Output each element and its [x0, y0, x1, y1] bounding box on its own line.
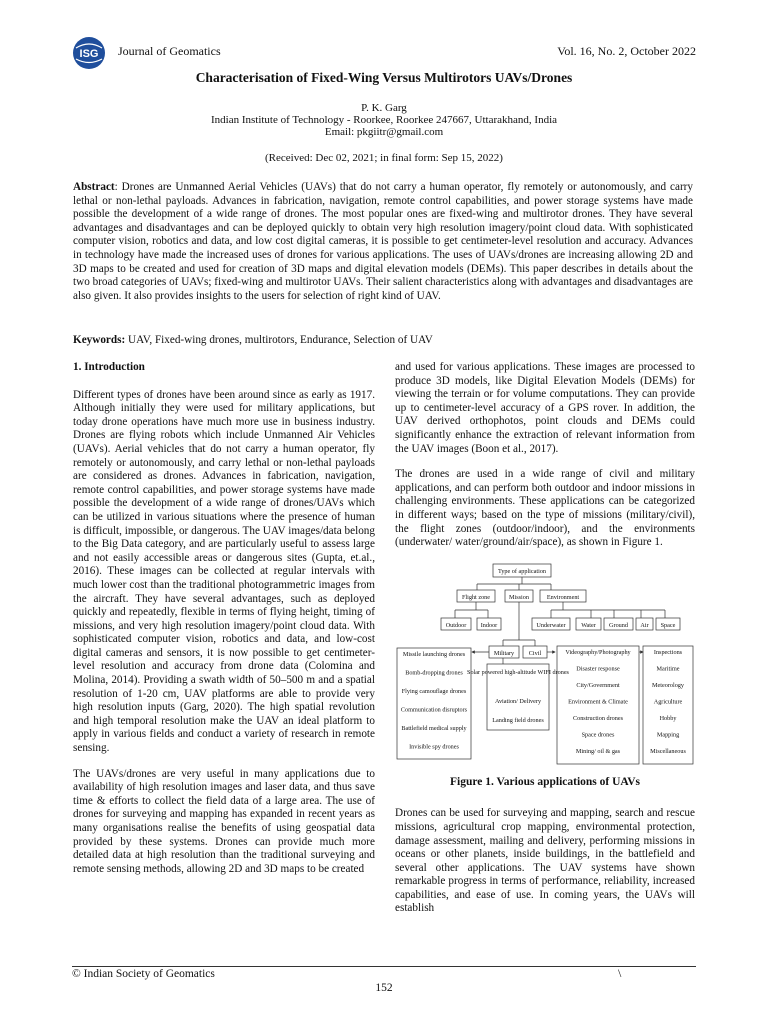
diagram-civil-item: Disaster response — [576, 665, 620, 673]
paragraph: The UAVs/drones are very useful in many applications due to availability of high resolution images and laser data, and thus save time & efforts to collect the field data of a large area. The use of drones for surveying and mapping has expanded in recent years as many organisations realise the benefits of using geospatial data provided by these systems. Drones can provide much more detailed data at high resolution than the traditional surveying and remote sensing methods, allowing 2D and 3D maps to be created — [73, 767, 375, 875]
diagram-military-mid-item: Solar powered high-altitude WIFI drones — [467, 668, 569, 676]
section-heading: 1. Introduction — [73, 361, 145, 373]
diagram-level1-label: Flight zone — [461, 593, 491, 601]
diagram-civil-right-item: Mapping — [656, 731, 680, 739]
page-header — [72, 40, 696, 64]
footer-society: © Indian Society of Geomatics — [72, 968, 215, 980]
volume-info: Vol. 16, No. 2, October 2022 — [557, 44, 696, 58]
diagram-civil-item: Mining/ oil & gas — [575, 747, 621, 755]
diagram-environment-label: Underwater — [536, 621, 566, 629]
diagram-mission-label: Civil — [528, 649, 542, 657]
logo-text: ISG — [79, 48, 99, 60]
diagram-civil-right-item: Agriculture — [653, 698, 683, 706]
paragraph: Drones can be used for surveying and mapping, search and rescue missions, agricultural crop mapping, environmental protection, damage assessment, mailing and delivery, performing missions in oceans or other planets, inside buildings, in the battlefield and several other applications. The UAV systems have shown remarkable progress in terms of performance, reliability, increased capabilities, and ease of use. In coming years, the UAVs will establish — [395, 807, 695, 915]
applications-diagram — [395, 562, 695, 772]
diagram-level1-label: Environment — [546, 593, 580, 601]
diagram-civil-right-item: Inspections — [653, 648, 683, 656]
diagram-environment-label: Ground — [609, 621, 628, 629]
diagram-military-item: Battlefield medical supply — [401, 724, 467, 732]
footer-mark: \ — [618, 966, 622, 980]
paragraph: Different types of drones have been around since as early as 1917. Although initially they were used for military applications, but today drone operations have much more use in business industry. Drones are flying robots which include Unmanned Air Vehicles (UAVs). Aerial vehicles that do not carry a human operator, fly remotely or autonomously, and carry lethal or non-lethal payloads are considered as drones. Advances in fabrication, navigation, remote control capabilities, and power storage systems have made possible the development of a wide range of drones/UAVs which can be utilized in various situations where the presence of human is difficult, impossible, or dangerous. The UAV images/data belong to the Big Data category, and are particularly useful to assess large and not easily accessible areas or dangerous sites (Gupta, et.al., 2016). These images can be collected at regular intervals with much lower cost than the traditional photogrammetric images from the aircraft. They have several advantages, such as deployed quickly and repeatedly, flexible in terms of flying height, timing of missions, and very high resolution imagery/point cloud data. With sophisticated computer vision, robotics and data, and low-cost digital cameras and sensors, it is now possible to get centimeter-level resolution and accuracy from drone data (Colomina and Molina, 2014). Providing a swath width of 50–500 m and a spatial resolution of 1-20 cm, UAV platforms are able to provide very high resolution inputs (Garg, 2020). The high spatial revolution and high temporal resolution make the UAV an ideal platform to apply in various fields and conduct a variety of research in remote sensing. — [73, 388, 375, 755]
journal-name: Journal of Geomatics — [118, 44, 221, 58]
diagram-civil-item: Videography/Photography — [565, 648, 631, 656]
right-column — [395, 361, 695, 928]
abstract — [73, 181, 693, 303]
diagram-civil-right-item: Miscellaneous — [650, 747, 686, 755]
figure-1 — [395, 562, 695, 772]
diagram-root-label: Type of application — [497, 567, 547, 575]
received-dates: (Received: Dec 02, 2021; in final form: Sep 15, 2022) — [265, 152, 503, 164]
diagram-civil-item: Environment & Climate — [568, 698, 628, 706]
paragraph: and used for various applications. These images are processed to produce 3D models, like Digital Elevation Models (DEMs) for viewing the terrain or for volume computations. They can provide up to centimeter-level accuracy of a GPS rover. In addition, the UAV derived orthophotos, point clouds and DEMs could significantly enhance the extraction of relevant information from the UAV images (Boon et al., 2017). — [395, 361, 695, 455]
diagram-military-item: Communication disruptors — [400, 706, 468, 714]
diagram-flightzone-label: Indoor — [480, 621, 498, 629]
keywords-text: UAV, Fixed-wing drones, multirotors, Endurance, Selection of UAV — [125, 334, 433, 346]
paper-title: Characterisation of Fixed-Wing Versus Multirotors UAVs/Drones — [195, 70, 573, 85]
left-column — [73, 361, 375, 888]
author: P. K. Garg — [361, 102, 407, 114]
page-number: 152 — [375, 982, 393, 994]
diagram-civil-right-item: Meteorology — [652, 681, 684, 689]
email: Email: pkgiitr@gmail.com — [324, 126, 444, 138]
diagram-flightzone-label: Outdoor — [445, 621, 467, 629]
diagram-military-item: Bomb-dropping drones — [405, 669, 463, 677]
diagram-civil-item: Construction drones — [572, 714, 624, 722]
diagram-mission-label: Military — [493, 649, 515, 657]
keywords-label: Keywords: — [73, 334, 126, 346]
diagram-military-item: Missile launching drones — [402, 650, 466, 658]
diagram-civil-right-item: Hobby — [659, 714, 677, 722]
figure-caption: Figure 1. Various applications of UAVs — [450, 775, 640, 788]
affiliation: Indian Institute of Technology - Roorkee, Roorkee 247667, Uttarakhand, India — [210, 114, 558, 126]
diagram-environment-label: Water — [581, 621, 596, 629]
diagram-environment-label: Space — [660, 621, 676, 629]
diagram-military-mid-item: Aviation/ Delivery — [494, 697, 542, 705]
abstract-label: Abstract — [73, 181, 115, 193]
isg-logo-icon — [72, 36, 106, 70]
diagram-civil-right-item: Maritime — [656, 665, 680, 673]
diagram-level1-label: Mission — [509, 593, 529, 601]
diagram-civil-item: City/Government — [576, 681, 620, 689]
abstract-text: : Drones are Unmanned Aerial Vehicles (UAVs) that do not carry a human operator, fly remotely or autonomously, and carry lethal or non-lethal payloads. Advances in fabrication, navigation, remote control capabilities, and power storage systems have made possible the development of a wide range of drones. The most popular ones are fixed-wing and multirotor drones. They have several advantages and disadvantages and can be deployed quickly to obtain very high resolution imagery/point cloud data. With sophisticated computer vision, robotics and data, and low cost digital cameras, it is possible to get centimeter-level resolution and accuracy. Advances in technology have made the increased uses of drones for various applications. The uses of UAVs/drones are increasing allowing 2D and 3D maps to be created and used for creation of 3D maps and digital elevation models (DEMs). This paper describes in details about the two broad categories of UAVs; fixed-wing and multirotor UAVs. Their salient characteristics along with advantages and disadvantages are also given. It also provides insights to the users for selection of right kind of UAV. — [73, 181, 693, 302]
diagram-environment-label: Air — [640, 621, 649, 629]
keywords — [73, 334, 693, 346]
paragraph: The drones are used in a wide range of civil and military applications, and can perform both outdoor and indoor missions in challenging environments. These applications can be categorized in different ways; based on the type of missions (military/civil), the flight zones (outdoor/indoor), and the environments (underwater/ water/ground/air/space), as shown in Figure 1. — [395, 468, 695, 549]
diagram-military-item: Invisible spy drones — [409, 743, 459, 751]
footer-divider — [72, 966, 696, 967]
diagram-military-mid-item: Landing field drones — [492, 716, 544, 724]
diagram-civil-item: Space drones — [581, 731, 615, 739]
diagram-military-item: Flying camouflage drones — [401, 687, 467, 695]
